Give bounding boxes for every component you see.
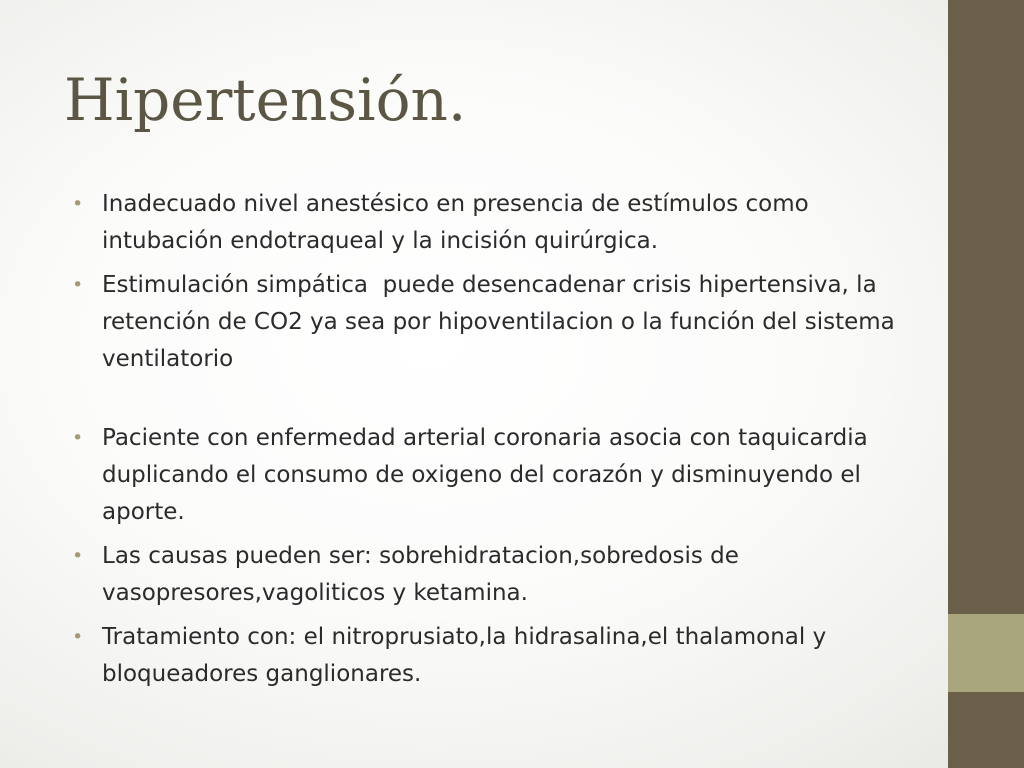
bullet-list <box>72 186 912 700</box>
bullet-dot-icon: • <box>72 274 84 296</box>
slide-title: Hipertensión. <box>64 66 467 134</box>
bullet-item-4 <box>72 538 912 612</box>
bullet-dot-icon: • <box>72 626 84 648</box>
bullet-item-2 <box>72 267 912 378</box>
bullet-dot-icon: • <box>72 427 84 449</box>
bullet-text: Tratamiento con: el nitroprusiato,la hidrasalina,el thalamonal y bloqueadores ganglionares. <box>102 624 834 687</box>
bullet-dot-icon: • <box>72 545 84 567</box>
bullet-text: Inadecuado nivel anestésico en presencia de estímulos como intubación endotraqueal y la incisión quirúrgica. <box>102 191 817 254</box>
bullet-text: Paciente con enfermedad arterial coronaria asocia con taquicardia duplicando el consumo de oxigeno del corazón y disminuyendo el aporte. <box>102 425 876 525</box>
bullet-item-3 <box>72 420 912 531</box>
bullet-item-1 <box>72 186 912 260</box>
bullet-text: Estimulación simpática puede desencadenar crisis hipertensiva, la retención de CO2 ya sea por hipoventilacion o la función del sistema ventilatorio <box>102 272 903 372</box>
bullet-item-5 <box>72 619 912 693</box>
bullet-dot-icon: • <box>72 193 84 215</box>
sidebar-accent-block <box>948 614 1024 692</box>
bullet-text: Las causas pueden ser: sobrehidratacion,sobredosis de vasopresores,vagoliticos y ketamina. <box>102 543 747 606</box>
